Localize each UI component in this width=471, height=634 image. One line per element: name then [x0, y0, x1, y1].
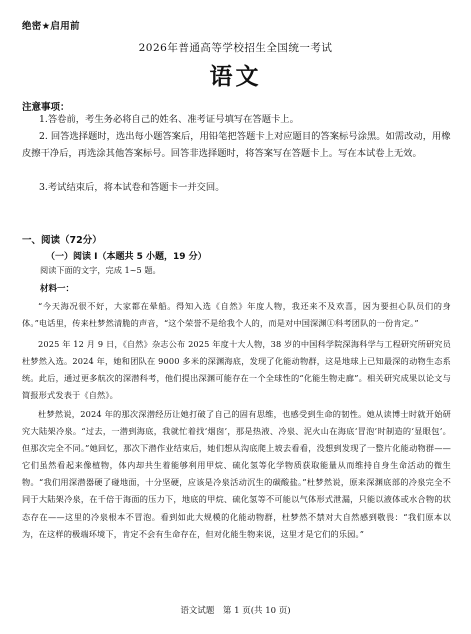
- paragraph-2: 2025 年 12 月 9 日，《自然》杂志公布 2025 年度十大人物，38 岁的中国科学院深海科学与工程研究所研究员杜梦然入选。2024 年，她和团队在 9000 多米的深渊海底，发现了化能动物群，这是地球上已知最深的动物生态系统。此后，通过更多航次的深潜科考，他们提出深渊可能存在一个全球性的“化能生物走廊”。相关研究成果以论文与简报形式发表于《自然》。: [22, 339, 451, 401]
- paragraph-1: “今天海况很不好，大家都在晕船。得知入选《自然》年度人物，我还来不及欢喜，因为要担心队员们的身体。”电话里，传来杜梦然清脆的声音，“这个荣誉不是给我个人的，而是对中国深渊①科考团队的一份肯定。”: [22, 301, 451, 329]
- subject-title: 语文: [209, 64, 262, 90]
- notice-heading: 注意事项：: [22, 102, 70, 113]
- notice-item-1: 1.答卷前，考生务必将自己的姓名、准考证号填写在答题卡上。: [39, 114, 299, 125]
- notice-item-2: 2. 回答选择题时，选出每小题答案后，用铅笔把答题卡上对应题目的答案标号涂黑。如需改动，用橡皮擦干净后，再选涂其他答案标号。回答非选择题时，将答案写在答题卡上。写在本试卷上无效。: [22, 131, 451, 159]
- section-heading: 一、阅读（72分）: [22, 235, 102, 246]
- page-footer: 语文试题 第 1 页(共 10 页): [180, 606, 291, 616]
- subsection-heading: （一）阅读 I（本题共 5 小题，19 分）: [46, 252, 207, 262]
- notice-item-3: 3.考试结束后，将本试卷和答题卡一并交回。: [39, 182, 225, 193]
- paragraph-3: 杜梦然说，2024 年的那次深潜经历让她打破了自己的固有思维，也感受到生命的韧性。她从读博士时就开始研究大陆架冷泉。“过去，一潜到海底，我就忙着找‘烟囱’，那是热液、冷泉、泥火山在海底‘冒泡’时制造的‘显眼包’。但那次完全不同。”她回忆，那次下潜作业结束后，她们想从沟底爬上坡去看看，没想到发现了一整片化能动物群——它们虽然看起来像植物，体内却共生着能够利用甲烷、硫化氢等化学物质获取能量从而维持自身生命活动的微生物。“我们用深潜器硬了碰地面，十分坚硬，应该是冷泉活动沉生的碳酸盐。”杜梦然说，原来深渊底部的冷泉完全不同于大陆架冷泉，在千倍于海面的压力下，地底的甲烷、硫化氢等不可能以气体形式泄漏，只能以液体或水合物的状态存在——这里的冷泉根本不冒泡。看到如此大规模的化能动物群，杜梦然不禁对大自然感到敬畏：“我们原本以为，在这样的极端环境下，肯定不会有生命存在，但对化能生物来说，这里才是它们的乐园。”: [22, 409, 451, 539]
- exam-title: 2026年普通高等学校招生全国统一考试: [138, 42, 333, 54]
- material-label: 材料一：: [40, 284, 75, 294]
- reading-instruction: 阅读下面的文字，完成 1~5 题。: [40, 265, 161, 275]
- secret-mark: 绝密★启用前: [22, 21, 80, 32]
